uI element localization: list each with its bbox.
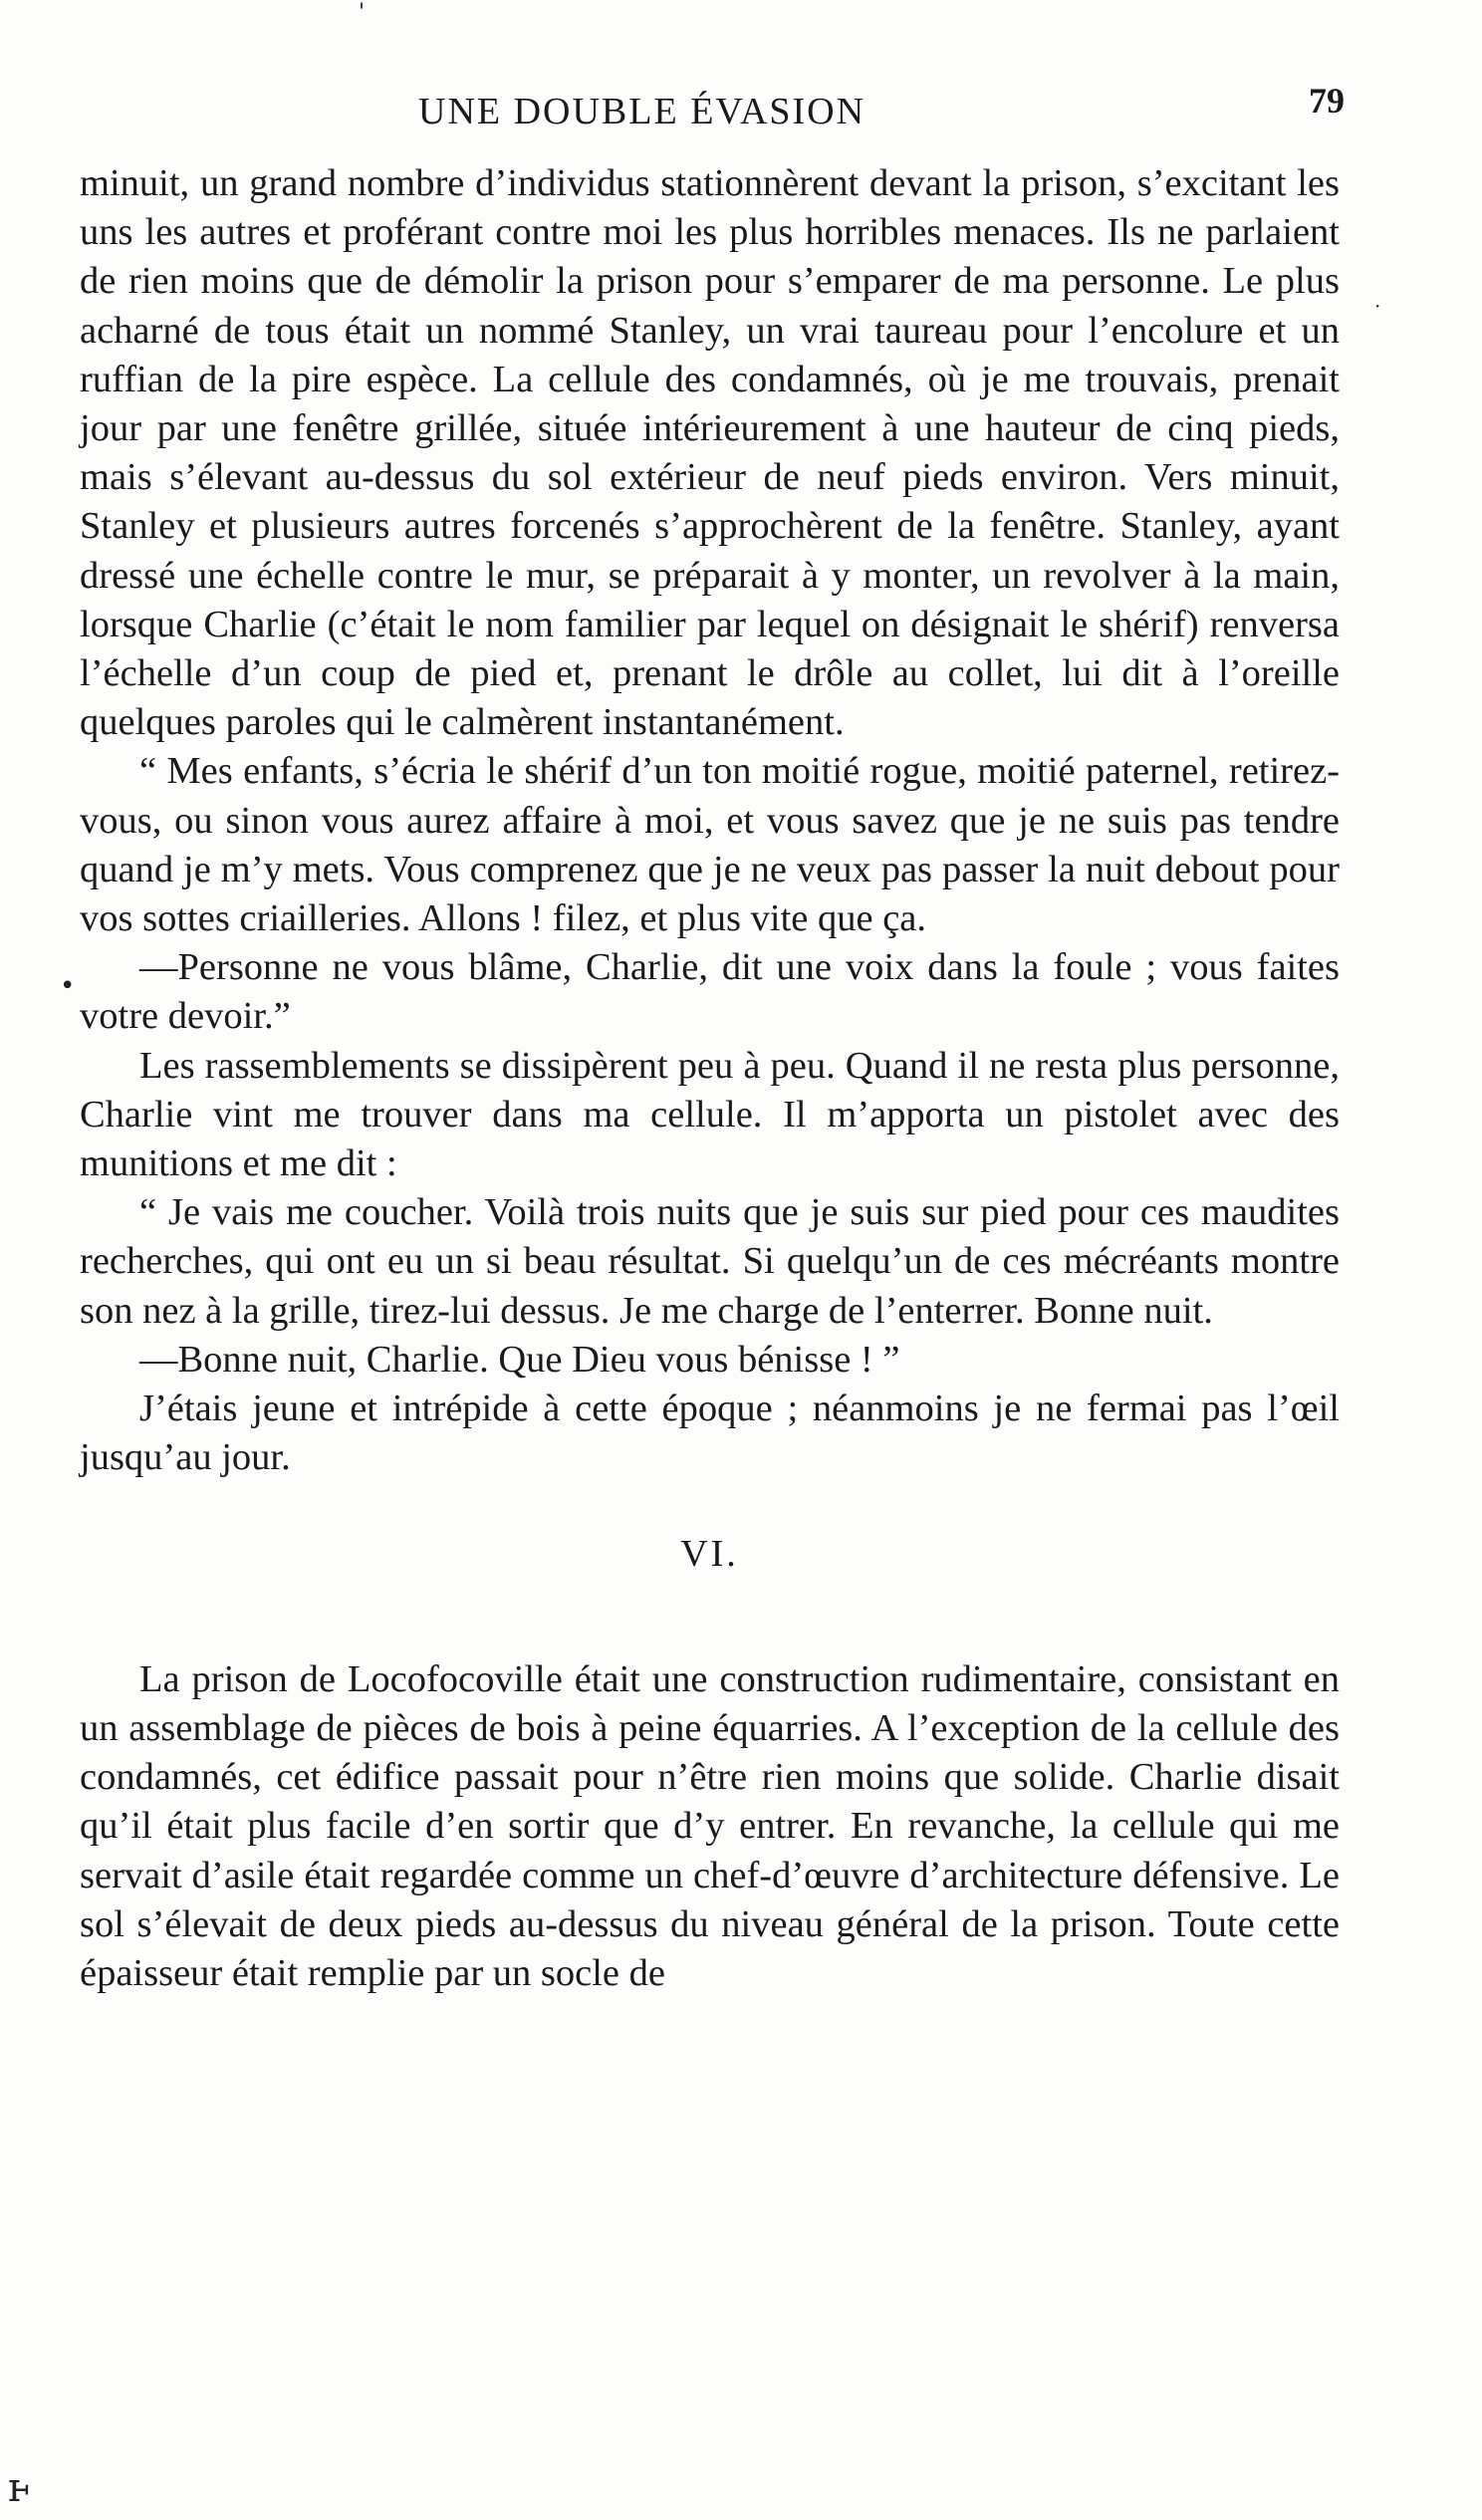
running-title: UNE DOUBLE ÉVASION bbox=[418, 91, 866, 132]
scan-mark-right: · bbox=[1374, 294, 1381, 318]
paragraph: “ Je vais me coucher. Voilà trois nuits que je suis sur pied pour ces maudites recherches, qui ont eu un si beau résultat. Si quelqu’un de ces mécréants montre son nez à la grille, tirez-lui dessus. Je me charge de l’enterrer. Bonne nuit. bbox=[80, 1191, 1340, 1332]
scan-mark-top: ' bbox=[359, 0, 366, 25]
paragraph: “ Mes enfants, s’écria le shérif d’un ton moitié rogue, moitié paternel, retirez-vous, ou sinon vous aurez affaire à moi, et vous savez que je ne suis pas tendre quand je m’y mets. Vous comprenez que je ne veux pas passer la nuit debout pour vos sottes criailleries. Allons ! filez, et plus vite que ça. bbox=[80, 750, 1340, 940]
paragraph: La prison de Locofocoville était une construction rudimentaire, consistant en un assemblage de pièces de bois à peine équarries. A l’exception de la cellule des condamnés, cet édifice passait pour n’être rien moins que solide. Charlie disait qu’il était plus facile d’en sortir que d’y entrer. En revanche, la cellule qui me servait d’asile était regardée comme un chef-d’œuvre d’architecture défensive. Le sol s’élevait de deux pieds au-dessus du niveau général de la prison. Toute cette épaisseur était remplie par un socle de bbox=[80, 1657, 1340, 1994]
paragraph: minuit, un grand nombre d’individus stationnèrent devant la prison, s’excitant les uns les autres et proférant contre moi les plus horribles menaces. Ils ne parlaient de rien moins que de démolir la prison pour s’emparer de ma personne. Le plus acharné de tous était un nommé Stanley, un vrai taureau pour l’encolure et un ruffian de la pire espèce. La cellule des condamnés, où je me trouvais, prenait jour par une fenêtre grillée, située intérieurement à une hauteur de cinq pieds, mais s’élevant au-dessus du sol extérieur de neuf pieds environ. Vers minuit, Stanley et plusieurs autres forcenés s’approchèrent de la fenêtre. Stanley, ayant dressé une échelle contre le mur, se préparait à y monter, un revolver à la main, lorsque Charlie (c’était le nom familier par lequel on désignait le shérif) renversa l’échelle d’un coup de pied et, prenant le drôle au collet, lui dit à l’oreille quelques paroles qui le calmèrent instantanément. bbox=[80, 162, 1340, 744]
section-heading: VI. bbox=[680, 1533, 739, 1576]
paragraph: —Personne ne vous blâme, Charlie, dit une voix dans la foule ; vous faites votre devoir.” bbox=[80, 946, 1340, 1038]
scan-mark-bottom-left: ⱶ bbox=[8, 2465, 31, 2511]
running-head bbox=[80, 80, 1345, 139]
page-number: 79 bbox=[1309, 81, 1345, 121]
body-text bbox=[80, 159, 1340, 1998]
paragraph: Les rassemblements se dissipèrent peu à peu. Quand il ne resta plus personne, Charlie vint me trouver dans ma cellule. Il m’apporta un pistolet avec des munitions et me dit : bbox=[80, 1044, 1340, 1185]
paragraph: J’étais jeune et intrépide à cette époque ; néanmoins je ne fermai pas l’œil jusqu’au jour. bbox=[80, 1387, 1340, 1479]
paragraph: —Bonne nuit, Charlie. Que Dieu vous bénisse ! ” bbox=[139, 1338, 900, 1381]
scan-mark-left: • bbox=[60, 971, 76, 1001]
